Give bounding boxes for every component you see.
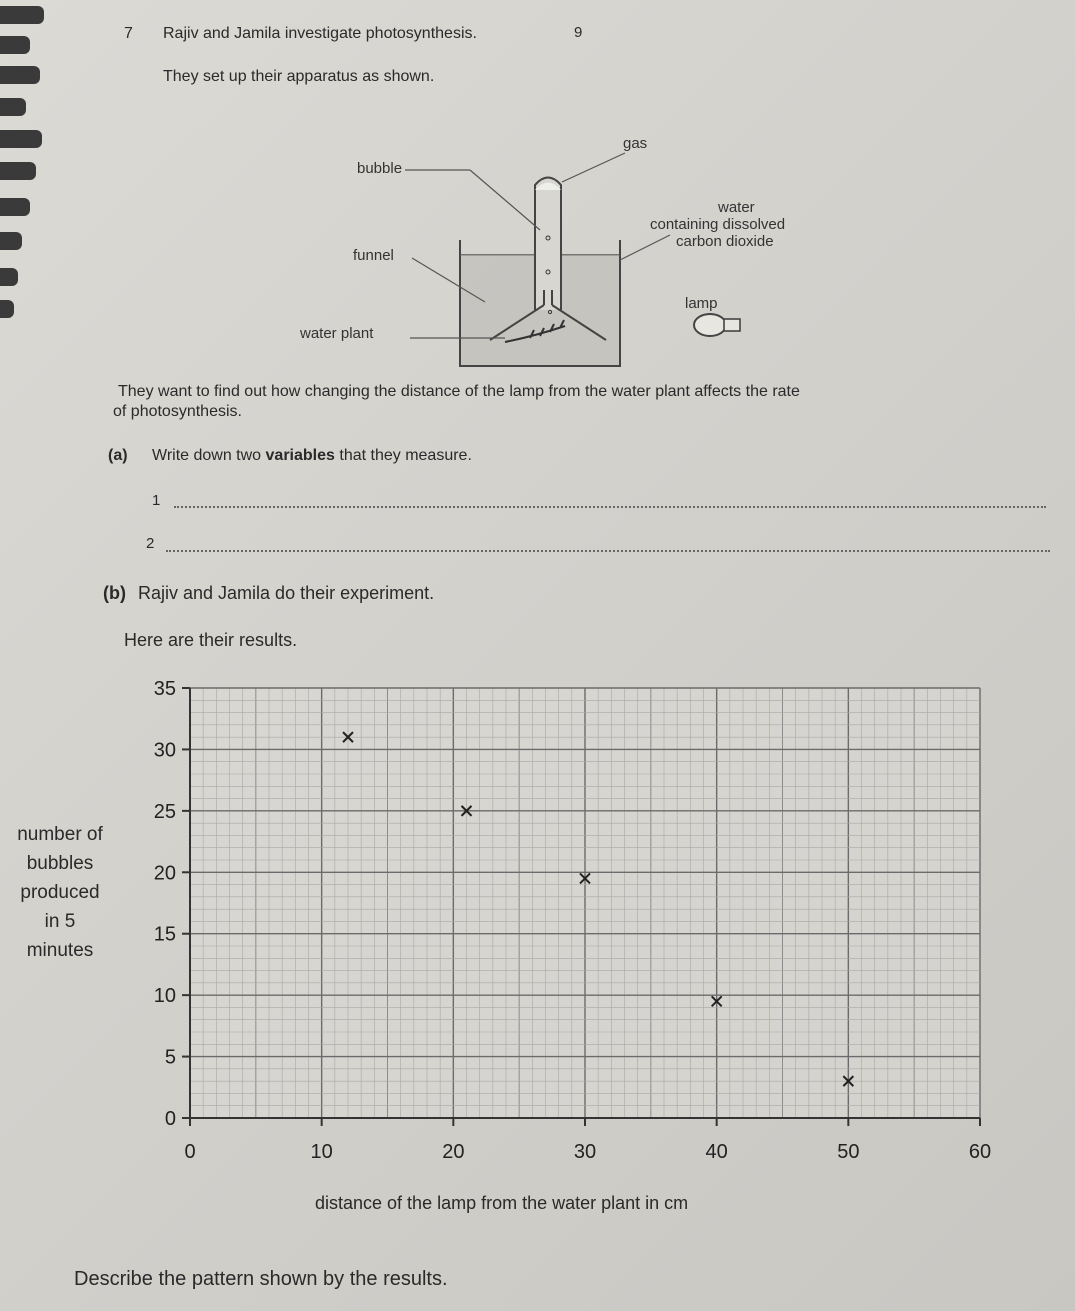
x-tick-label: 10 [310,1141,333,1163]
label-water-3: carbon dioxide [676,233,774,250]
part-a-text-after: that they measure. [339,447,472,464]
label-water-plant: water plant [300,325,374,342]
y-axis-label-line-3: produced [20,882,100,903]
y-axis-label-line-2: bubbles [26,853,94,874]
part-a-label: (a) [108,447,128,464]
y-tick-label: 15 [153,923,176,946]
page-number: 9 [574,24,583,41]
answer-line-1-number: 1 [152,492,161,509]
part-a-text-before: Write down two [152,447,262,464]
label-water-2: containing dissolved [650,216,786,233]
label-funnel: funnel [353,247,394,264]
x-tick-label: 40 [705,1141,728,1163]
y-tick-label: 20 [153,862,176,885]
question-intro: Rajiv and Jamila investigate photosynthesis. [163,25,477,42]
aim-line-1: They want to find out how changing the distance of the lamp from the water plant affects the rate [118,383,800,400]
label-bubble: bubble [357,160,403,177]
aim-line-2: of photosynthesis. [113,403,242,420]
y-axis-label-line-5: minutes [26,940,94,961]
part-b-text: Rajiv and Jamila do their experiment. [138,583,435,603]
y-axis-label-line-1: number of [17,824,103,845]
y-tick-label: 35 [153,678,176,700]
answer-line-2-number: 2 [146,535,155,552]
y-axis-label-line-4: in 5 [44,911,76,932]
y-tick-label: 10 [153,985,176,1008]
x-tick-label: 0 [184,1141,196,1163]
label-gas: gas [623,135,648,152]
label-water-1: water [718,199,755,216]
results-intro: Here are their results. [124,630,298,650]
x-tick-label: 50 [837,1141,860,1163]
final-question: Describe the pattern shown by the results. [74,1268,448,1290]
y-tick-label: 0 [164,1108,176,1130]
question-setup: They set up their apparatus as shown. [163,68,435,85]
x-tick-label: 60 [968,1141,992,1163]
part-b-label: (b) [103,583,126,603]
x-tick-label: 20 [442,1141,465,1163]
y-tick-label: 25 [153,800,176,823]
y-tick-label: 30 [153,739,176,762]
x-tick-label: 30 [573,1141,597,1163]
label-lamp: lamp [685,295,718,312]
y-tick-label: 5 [164,1046,176,1069]
x-axis-label: distance of the lamp from the water plant in cm [315,1193,689,1213]
part-a-text-bold: variables [265,447,335,464]
question-number: 7 [124,25,133,42]
